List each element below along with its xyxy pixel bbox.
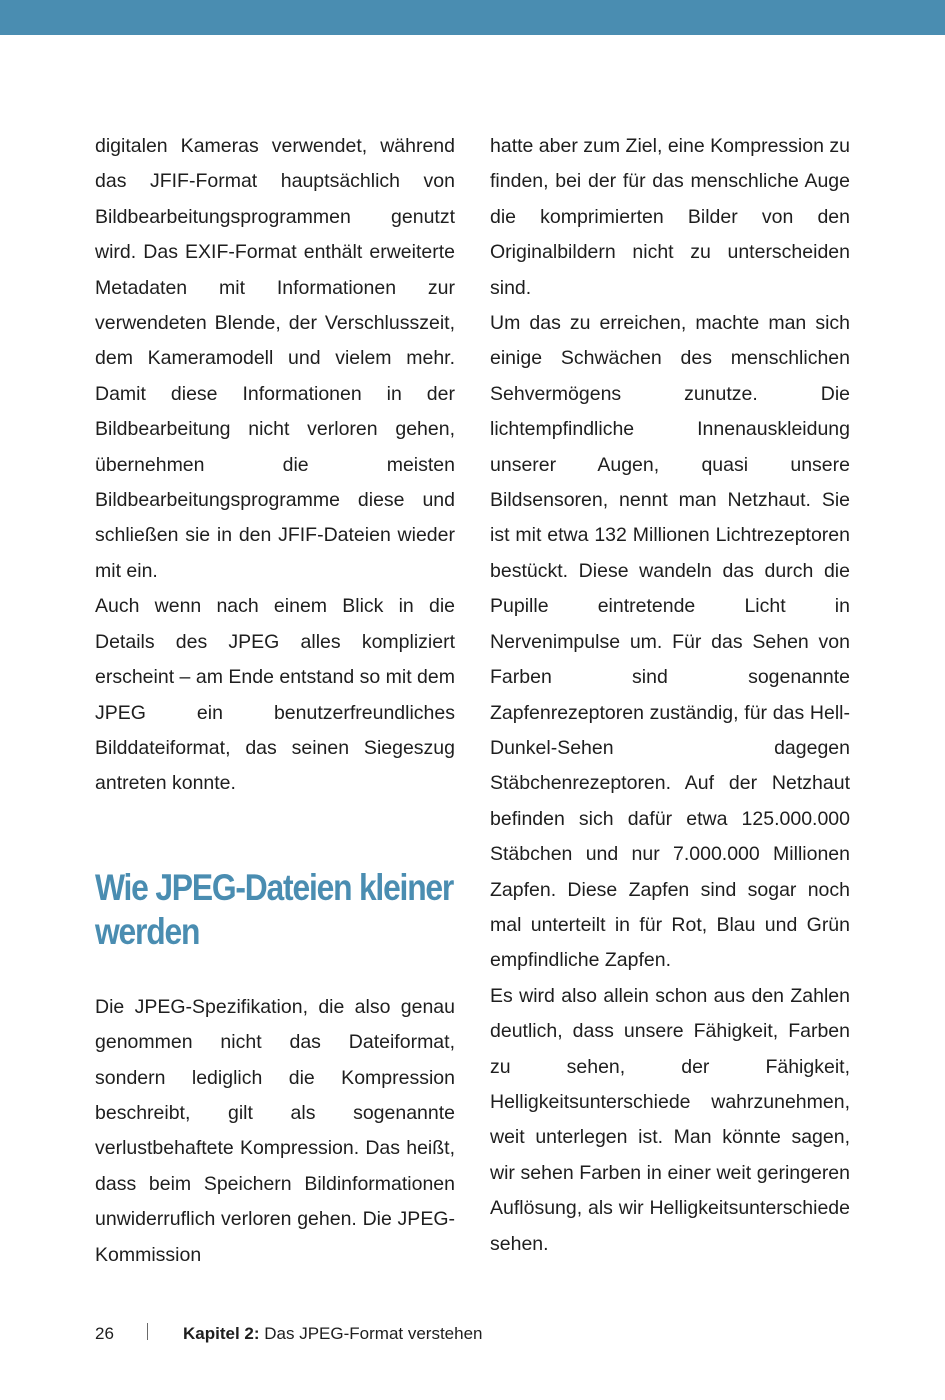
paragraph-human-vision: Um das zu erreichen, machte man sich einige Schwächen des menschlichen Sehvermögens zunutze. Die lichtempfindliche Innenauskleidung unserer Augen, quasi unsere Bildsensoren, nennt man Netzhaut. Sie ist mit etwa 132 Millionen Lichtrezeptoren bestückt. Diese wandeln das durch die Pupille eintretende Licht in Nervenimpulse um. Für das Sehen von Farben sind sogenannte Zapfenrezeptoren zuständig, für das Hell-Dunkel-Sehen dagegen Stäbchenrezeptoren. Auf der Netzhaut befinden sich dafür etwa 125.000.000 Stäbchen und nur 7.000.000 Millionen Zapfen. Diese Zapfen sind sogar noch mal unterteilt in für Rot, Blau und Grün empfindliche Zapfen. (490, 312, 850, 972)
paragraph-exif-jfif: digitalen Kameras verwendet, während das JFIF-Format hauptsächlich von Bildbearbeitungsprogrammen genutzt wird. Das EXIF-Format enthält erweiterte Metadaten mit Informationen zur verwendeten Blende, der Verschlusszeit, dem Kameramodell und vielem mehr. Damit diese Informationen in der Bildbearbeitung nicht verloren gehen, übernehmen die meisten Bildbearbeitungsprogramme diese und schließen sie in den JFIF-Dateien wieder mit ein. (95, 135, 455, 582)
left-text-column (95, 129, 455, 1273)
paragraph-color-resolution: Es wird also allein schon aus den Zahlen deutlich, dass unsere Fähigkeit, Farben zu sehen, der Fähigkeit, Helligkeitsunterschiede wahrzunehmen, weit unterlegen ist. Man könnte sagen, wir sehen Farben in einer weit geringeren Auflösung, als wir Helligkeitsunterschiede sehen. (490, 984, 850, 1255)
page-number: 26 (95, 1324, 114, 1343)
paragraph-jpeg-success: Auch wenn nach einem Blick in die Details des JPEG alles kompliziert erscheint – am Ende entstand so mit dem JPEG ein benutzerfreundliches Bilddateiformat, das seinen Siegeszug antreten konnte. (95, 595, 455, 795)
chapter-reference (183, 1322, 483, 1346)
paragraph-compression-goal: hatte aber zum Ziel, eine Kompression zu finden, bei der für das menschliche Auge die komprimierten Bilder von den Originalbildern nicht zu unterscheiden sind. (490, 135, 850, 299)
right-text-column (490, 129, 850, 1262)
section-heading: Wie JPEG-Dateien kleiner werden (95, 866, 454, 952)
chapter-title: Das JPEG-Format verstehen (264, 1324, 483, 1343)
chapter-label: Kapitel 2: (183, 1324, 260, 1343)
paragraph-jpeg-spec: Die JPEG-Spezifikation, die also genau genommen nicht das Dateiformat, sondern lediglich die Kompression beschreibt, gilt als sogenannte verlustbehaftete Kompression. Das heißt, dass beim Speichern Bildinformationen unwiderruflich verloren gehen. Die JPEG-Kommission (95, 995, 455, 1266)
header-color-bar (0, 0, 945, 35)
footer-divider (147, 1323, 148, 1340)
